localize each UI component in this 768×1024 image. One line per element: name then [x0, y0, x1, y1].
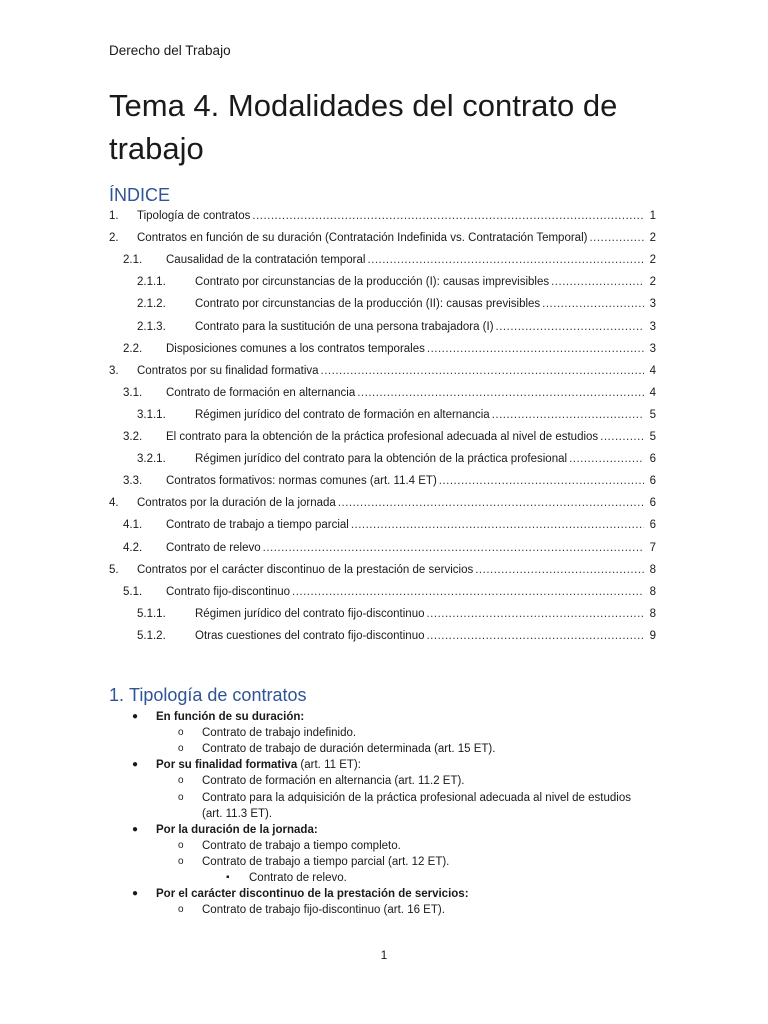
- toc-entry-number: 2.: [109, 232, 119, 245]
- toc-entry-label: Contrato de trabajo a tiempo parcial: [166, 516, 351, 534]
- toc-leader-dots: [589, 229, 644, 247]
- toc-entry-page: 5: [646, 428, 656, 446]
- toc-entry-page: 8: [646, 583, 656, 601]
- toc-entry-page: 6: [646, 472, 656, 490]
- toc-entry[interactable]: [0, 273, 768, 291]
- toc-entry[interactable]: [0, 229, 768, 247]
- list-item-text: [202, 806, 272, 822]
- bullet-square-icon: ▪: [226, 872, 230, 883]
- toc-leader-dots: [367, 251, 644, 269]
- toc-entry-label: Contrato por circunstancias de la producción (II): causas previsibles: [195, 295, 542, 313]
- toc-leader-dots: [542, 295, 644, 313]
- toc-entry-label: Causalidad de la contratación temporal: [166, 251, 367, 269]
- toc-entry-text: [166, 428, 644, 446]
- list-item: [0, 757, 768, 773]
- toc-entry-page: 2: [646, 273, 656, 291]
- list-item: [0, 709, 768, 725]
- toc-entry-label: Régimen jurídico del contrato para la obtención de la práctica profesional: [195, 450, 569, 468]
- toc-entry-number: 3.2.: [123, 431, 143, 443]
- toc-entry-number: 4.1.: [123, 519, 143, 532]
- toc-entry-number: 2.2.: [123, 342, 143, 355]
- list-item-text: [202, 773, 465, 789]
- toc-entry-number: 3.: [109, 364, 119, 377]
- list-item-text: [202, 790, 631, 806]
- list-item-text: [202, 902, 445, 918]
- toc-entry[interactable]: [0, 516, 768, 534]
- list-item-text: [202, 854, 449, 870]
- toc-entry[interactable]: [0, 207, 768, 225]
- list-item: [0, 886, 768, 902]
- toc-entry-label: Tipología de contratos: [137, 207, 252, 225]
- list-item-text: [156, 822, 318, 838]
- toc-leader-dots: [439, 472, 644, 490]
- toc-entry-number: 4.: [109, 497, 119, 510]
- toc-entry-text: [166, 340, 644, 358]
- list-item: [0, 773, 768, 789]
- section-title: Tipología de contratos: [129, 685, 307, 705]
- toc-entry-label: Contratos por su finalidad formativa: [137, 362, 321, 380]
- toc-entry-number: 3.3.: [123, 475, 143, 488]
- toc-leader-dots: [426, 627, 644, 645]
- toc-entry[interactable]: [0, 605, 768, 623]
- list-item-rest: Contrato para la adquisición de la práctica profesional adecuada al nivel de estudios: [202, 791, 631, 804]
- list-item: [0, 741, 768, 757]
- list-item: [0, 902, 768, 918]
- toc-entry[interactable]: [0, 583, 768, 601]
- list-item-rest: Contrato de relevo.: [249, 872, 347, 884]
- toc-entry-page: 6: [646, 450, 656, 468]
- toc-entry-number: 3.1.1.: [137, 408, 166, 421]
- toc-leader-dots: [569, 450, 644, 468]
- toc-entry-page: 3: [646, 340, 656, 358]
- list-item-bold: Por su finalidad formativa: [156, 759, 298, 772]
- bullet-circle-icon: o: [178, 743, 184, 755]
- toc-entry[interactable]: [0, 539, 768, 557]
- list-item-text: [156, 709, 304, 725]
- toc-entry-text: [137, 494, 644, 512]
- toc-entry-page: 3: [646, 295, 656, 313]
- toc-entry-text: [137, 207, 644, 225]
- toc-leader-dots: [492, 406, 644, 424]
- toc-entry-page: 2: [646, 229, 656, 247]
- toc-entry-text: [195, 627, 644, 645]
- toc-leader-dots: [252, 207, 644, 225]
- bullet-circle-icon: o: [178, 855, 184, 867]
- list-item-text: [202, 741, 495, 757]
- toc-entry-text: [166, 516, 644, 534]
- list-item-rest: Contrato de trabajo fijo-discontinuo (art. 16 ET).: [202, 904, 445, 917]
- bullet-disc-icon: ●: [132, 888, 139, 900]
- list-item: [0, 725, 768, 741]
- bullet-circle-icon: o: [178, 839, 184, 851]
- toc-entry-text: [137, 362, 644, 380]
- section-heading: [109, 685, 306, 706]
- toc-entry-label: Otras cuestiones del contrato fijo-discontinuo: [195, 627, 426, 645]
- toc-leader-dots: [551, 273, 644, 291]
- toc-entry-page: 6: [646, 494, 656, 512]
- list-item-rest: Contrato de formación en alternancia (art. 11.2 ET).: [202, 775, 465, 788]
- toc-leader-dots: [600, 428, 644, 446]
- toc-entry-number: 3.2.1.: [137, 453, 166, 466]
- toc-entry-page: 8: [646, 605, 656, 623]
- toc-entry[interactable]: [0, 494, 768, 512]
- list-item: [0, 790, 768, 806]
- toc-entry-text: [166, 539, 644, 557]
- toc-entry-number: 5.1.: [123, 585, 143, 598]
- list-item-text: [249, 870, 347, 886]
- section-number: 1.: [109, 685, 125, 705]
- list-item-rest: (art. 11 ET):: [297, 759, 361, 772]
- list-item-text: [156, 757, 361, 773]
- list-item: [0, 870, 768, 886]
- toc-entry-label: El contrato para la obtención de la práctica profesional adecuada al nivel de estudios: [166, 428, 600, 446]
- document-title: Tema 4. Modalidades del contrato de trabajo: [109, 88, 618, 166]
- toc-entry-label: Régimen jurídico del contrato fijo-discontinuo: [195, 605, 426, 623]
- list-item-bold: Por la duración de la jornada:: [156, 823, 318, 836]
- toc-entry-page: 9: [646, 627, 656, 645]
- list-item-rest: Contrato de trabajo de duración determinada (art. 15 ET).: [202, 743, 496, 756]
- toc-entry[interactable]: [0, 428, 768, 446]
- list-item-rest: Contrato de trabajo a tiempo parcial (art. 12 ET).: [202, 855, 450, 868]
- list-item-text: [156, 886, 469, 902]
- toc-entry-number: 5.: [109, 563, 119, 576]
- toc-entry-text: [166, 384, 644, 402]
- toc-entry[interactable]: [0, 340, 768, 358]
- toc-entry[interactable]: [0, 406, 768, 424]
- toc-entry-text: [195, 605, 644, 623]
- toc-entry-text: [137, 229, 644, 247]
- toc-entry-page: 8: [646, 561, 656, 579]
- toc-entry-label: Contratos formativos: normas comunes (art. 11.4 ET): [166, 472, 439, 490]
- toc-entry-label: Contrato por circunstancias de la producción (I): causas imprevisibles: [195, 273, 551, 291]
- toc-heading: ÍNDICE: [109, 185, 171, 205]
- toc-entry-number: 2.1.3.: [137, 320, 166, 333]
- toc-leader-dots: [357, 384, 644, 402]
- toc-entry-page: 3: [646, 318, 656, 336]
- toc-entry-number: 1.: [109, 210, 119, 222]
- toc-leader-dots: [351, 516, 644, 534]
- bullet-disc-icon: ●: [132, 711, 139, 722]
- toc-entry[interactable]: [0, 561, 768, 579]
- toc-entry-page: 5: [646, 406, 656, 424]
- list-item-bold: En función de su duración:: [156, 711, 305, 723]
- toc-entry[interactable]: [0, 627, 768, 645]
- toc-entry-text: [166, 472, 644, 490]
- toc-entry-page: 6: [646, 516, 656, 534]
- bullet-disc-icon: ●: [132, 759, 139, 771]
- toc-entry-number: 2.1.: [123, 254, 143, 267]
- toc-entry-label: Contrato de relevo: [166, 539, 263, 557]
- toc-entry-label: Contrato fijo-discontinuo: [166, 583, 292, 601]
- list-item: [0, 838, 768, 854]
- toc-leader-dots: [263, 539, 644, 557]
- page-number: 1: [380, 948, 388, 962]
- toc-entry-number: 5.1.2.: [137, 629, 166, 642]
- toc-entry-label: Régimen jurídico del contrato de formación en alternancia: [195, 406, 492, 424]
- toc-entry[interactable]: [0, 472, 768, 490]
- list-item-text: [202, 838, 401, 854]
- toc-entry-page: 4: [646, 384, 656, 402]
- toc-leader-dots: [292, 583, 644, 601]
- list-item-rest: Contrato de trabajo a tiempo completo.: [202, 839, 401, 852]
- list-item-bold: Por el carácter discontinuo de la prestación de servicios:: [156, 888, 469, 901]
- bullet-circle-icon: o: [178, 775, 184, 787]
- list-item: [0, 854, 768, 870]
- bullet-circle-icon: o: [178, 904, 184, 916]
- toc-entry-label: Disposiciones comunes a los contratos temporales: [166, 340, 427, 358]
- toc-leader-dots: [496, 318, 644, 336]
- toc-entry[interactable]: [0, 318, 768, 336]
- toc-entry[interactable]: [0, 295, 768, 313]
- toc-entry-label: Contratos en función de su duración (Contratación Indefinida vs. Contratación Temporal): [137, 229, 589, 247]
- list-item-rest: Contrato de trabajo indefinido.: [202, 727, 357, 740]
- toc-entry-text: [166, 251, 644, 269]
- toc-entry-page: 7: [646, 539, 656, 557]
- toc-entry-label: Contrato para la sustitución de una persona trabajadora (I): [195, 318, 496, 336]
- toc-leader-dots: [475, 561, 644, 579]
- running-header: Derecho del Trabajo: [109, 43, 231, 58]
- toc-entry-page: 1: [646, 207, 656, 225]
- toc-entry-text: [195, 406, 644, 424]
- bullet-circle-icon: o: [178, 791, 184, 803]
- toc-entry-text: [137, 561, 644, 579]
- toc-entry-number: 4.2.: [123, 541, 143, 554]
- toc-entry-text: [195, 273, 644, 291]
- toc-entry-text: [195, 295, 644, 313]
- list-item: [0, 822, 768, 838]
- toc-entry-number: 3.1.: [123, 386, 143, 399]
- toc-entry[interactable]: [0, 251, 768, 269]
- bullet-circle-icon: o: [178, 727, 184, 739]
- toc-entry-page: 2: [646, 251, 656, 269]
- toc-leader-dots: [426, 605, 644, 623]
- list-item: [0, 806, 768, 822]
- toc-entry[interactable]: [0, 450, 768, 468]
- toc-leader-dots: [427, 340, 644, 358]
- list-item-text: [202, 725, 356, 741]
- bullet-disc-icon: ●: [132, 823, 139, 835]
- toc-entry-label: Contratos por la duración de la jornada: [137, 494, 338, 512]
- toc-entry-label: Contrato de formación en alternancia: [166, 384, 357, 402]
- toc-entry-text: [195, 318, 644, 336]
- toc-entry-number: 2.1.1.: [137, 276, 166, 289]
- toc-entry-number: 2.1.2.: [137, 298, 166, 311]
- toc-entry-text: [166, 583, 644, 601]
- toc-entry-text: [195, 450, 644, 468]
- toc-entry-label: Contratos por el carácter discontinuo de la prestación de servicios: [137, 561, 475, 579]
- toc-entry-number: 5.1.1.: [137, 607, 166, 620]
- toc-entry[interactable]: [0, 362, 768, 380]
- toc-entry[interactable]: [0, 384, 768, 402]
- toc-leader-dots: [321, 362, 644, 380]
- toc-leader-dots: [338, 494, 644, 512]
- list-item-rest: (art. 11.3 ET).: [202, 807, 273, 820]
- toc-entry-page: 4: [646, 362, 656, 380]
